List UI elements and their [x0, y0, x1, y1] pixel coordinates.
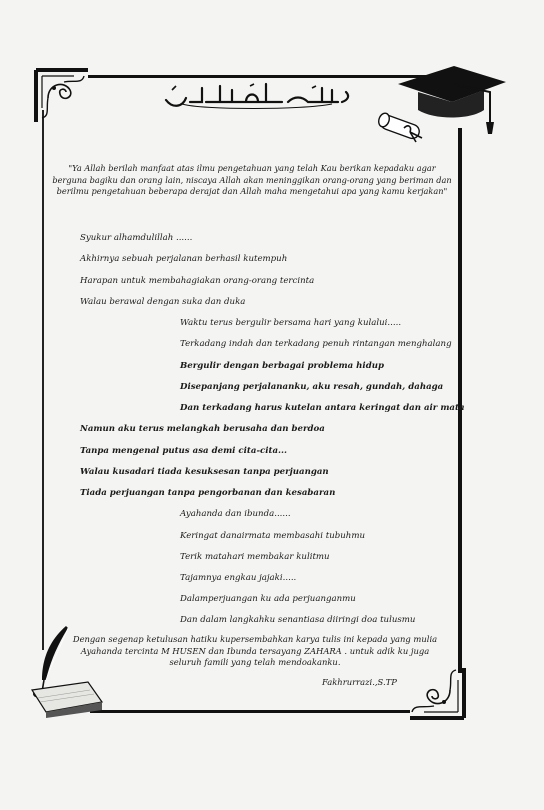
border-left-line [42, 110, 44, 650]
poem-line-11: Tanpa mengenal putus asa demi cita-cita... [80, 446, 288, 456]
poem-line-9: Dan terkadang harus kutelan antara keringat dan air mata [180, 403, 465, 413]
border-bottom-line [90, 710, 410, 713]
basmalah-calligraphy-icon [162, 78, 352, 112]
poem-line-6: Terkadang indah dan terkadang penuh rintangan menghalang [180, 339, 452, 349]
poem-line-3: Harapan untuk membahagiakan orang-orang tercinta [80, 276, 315, 286]
poem-line-8: Disepanjang perjalananku, aku resah, gundah, dahaga [180, 382, 444, 392]
border-right-line [458, 128, 462, 673]
diploma-scroll-icon [374, 112, 428, 146]
poem-line-1: Syukur alhamdulillah ...... [80, 233, 193, 243]
ornament-bottom-right-icon [404, 664, 466, 720]
poem-line-14: Ayahanda dan ibunda...... [180, 509, 291, 519]
poem-line-12: Walau kusadari tiada kesuksesan tanpa perjuangan [80, 467, 329, 477]
poem-line-18: Dalamperjuangan ku ada perjuanganmu [180, 594, 356, 604]
poem-line-10: Namun aku terus melangkah berusaha dan berdoa [80, 424, 325, 434]
poem-line-19: Dan dalam langkahku senantiasa diiringi doa tulusmu [180, 615, 416, 625]
poem-line-13: Tiada perjuangan tanpa pengorbanan dan kesabaran [80, 488, 336, 498]
dedication-paragraph: Dengan segenap ketulusan hatiku kupersembahkan karya tulis ini kepada yang mulia Ayahanda tercinta M HUSEN dan Ibunda tersayang ZAHARA . untuk adik ku juga seluruh famili yang telah mendoakanku. [72, 634, 438, 667]
poem-line-2: Akhirnya sebuah perjalanan berhasil kutempuh [80, 254, 288, 264]
poem-line-4: Walau berawal dengan suka dan duka [80, 297, 246, 307]
poem-line-15: Keringat danairmata membasahi tubuhmu [180, 531, 365, 541]
ornament-top-left-icon [34, 68, 90, 124]
poem-line-17: Tajamnya engkau jajaki..... [180, 573, 297, 583]
poem-line-16: Terik matahari membakar kulitmu [180, 552, 330, 562]
poem-line-5: Waktu terus bergulir bersama hari yang kulalui..... [180, 318, 402, 328]
opening-quote: "Ya Allah berilah manfaat atas ilmu pengetahuan yang telah Kau berikan kepadaku agar berguna bagiku dan orang lain, niscaya Allah akan meninggikan orang-orang yang beriman dan berilmu pengetahuan beberapa derajat dan Allah maha mengetahui apa yang kamu kerjakan" [52, 163, 452, 196]
poem-line-7: Bergulir dengan berbagai problema hidup [180, 361, 384, 371]
author-signature: Fakhrurrazi.,S.TP [322, 677, 397, 687]
